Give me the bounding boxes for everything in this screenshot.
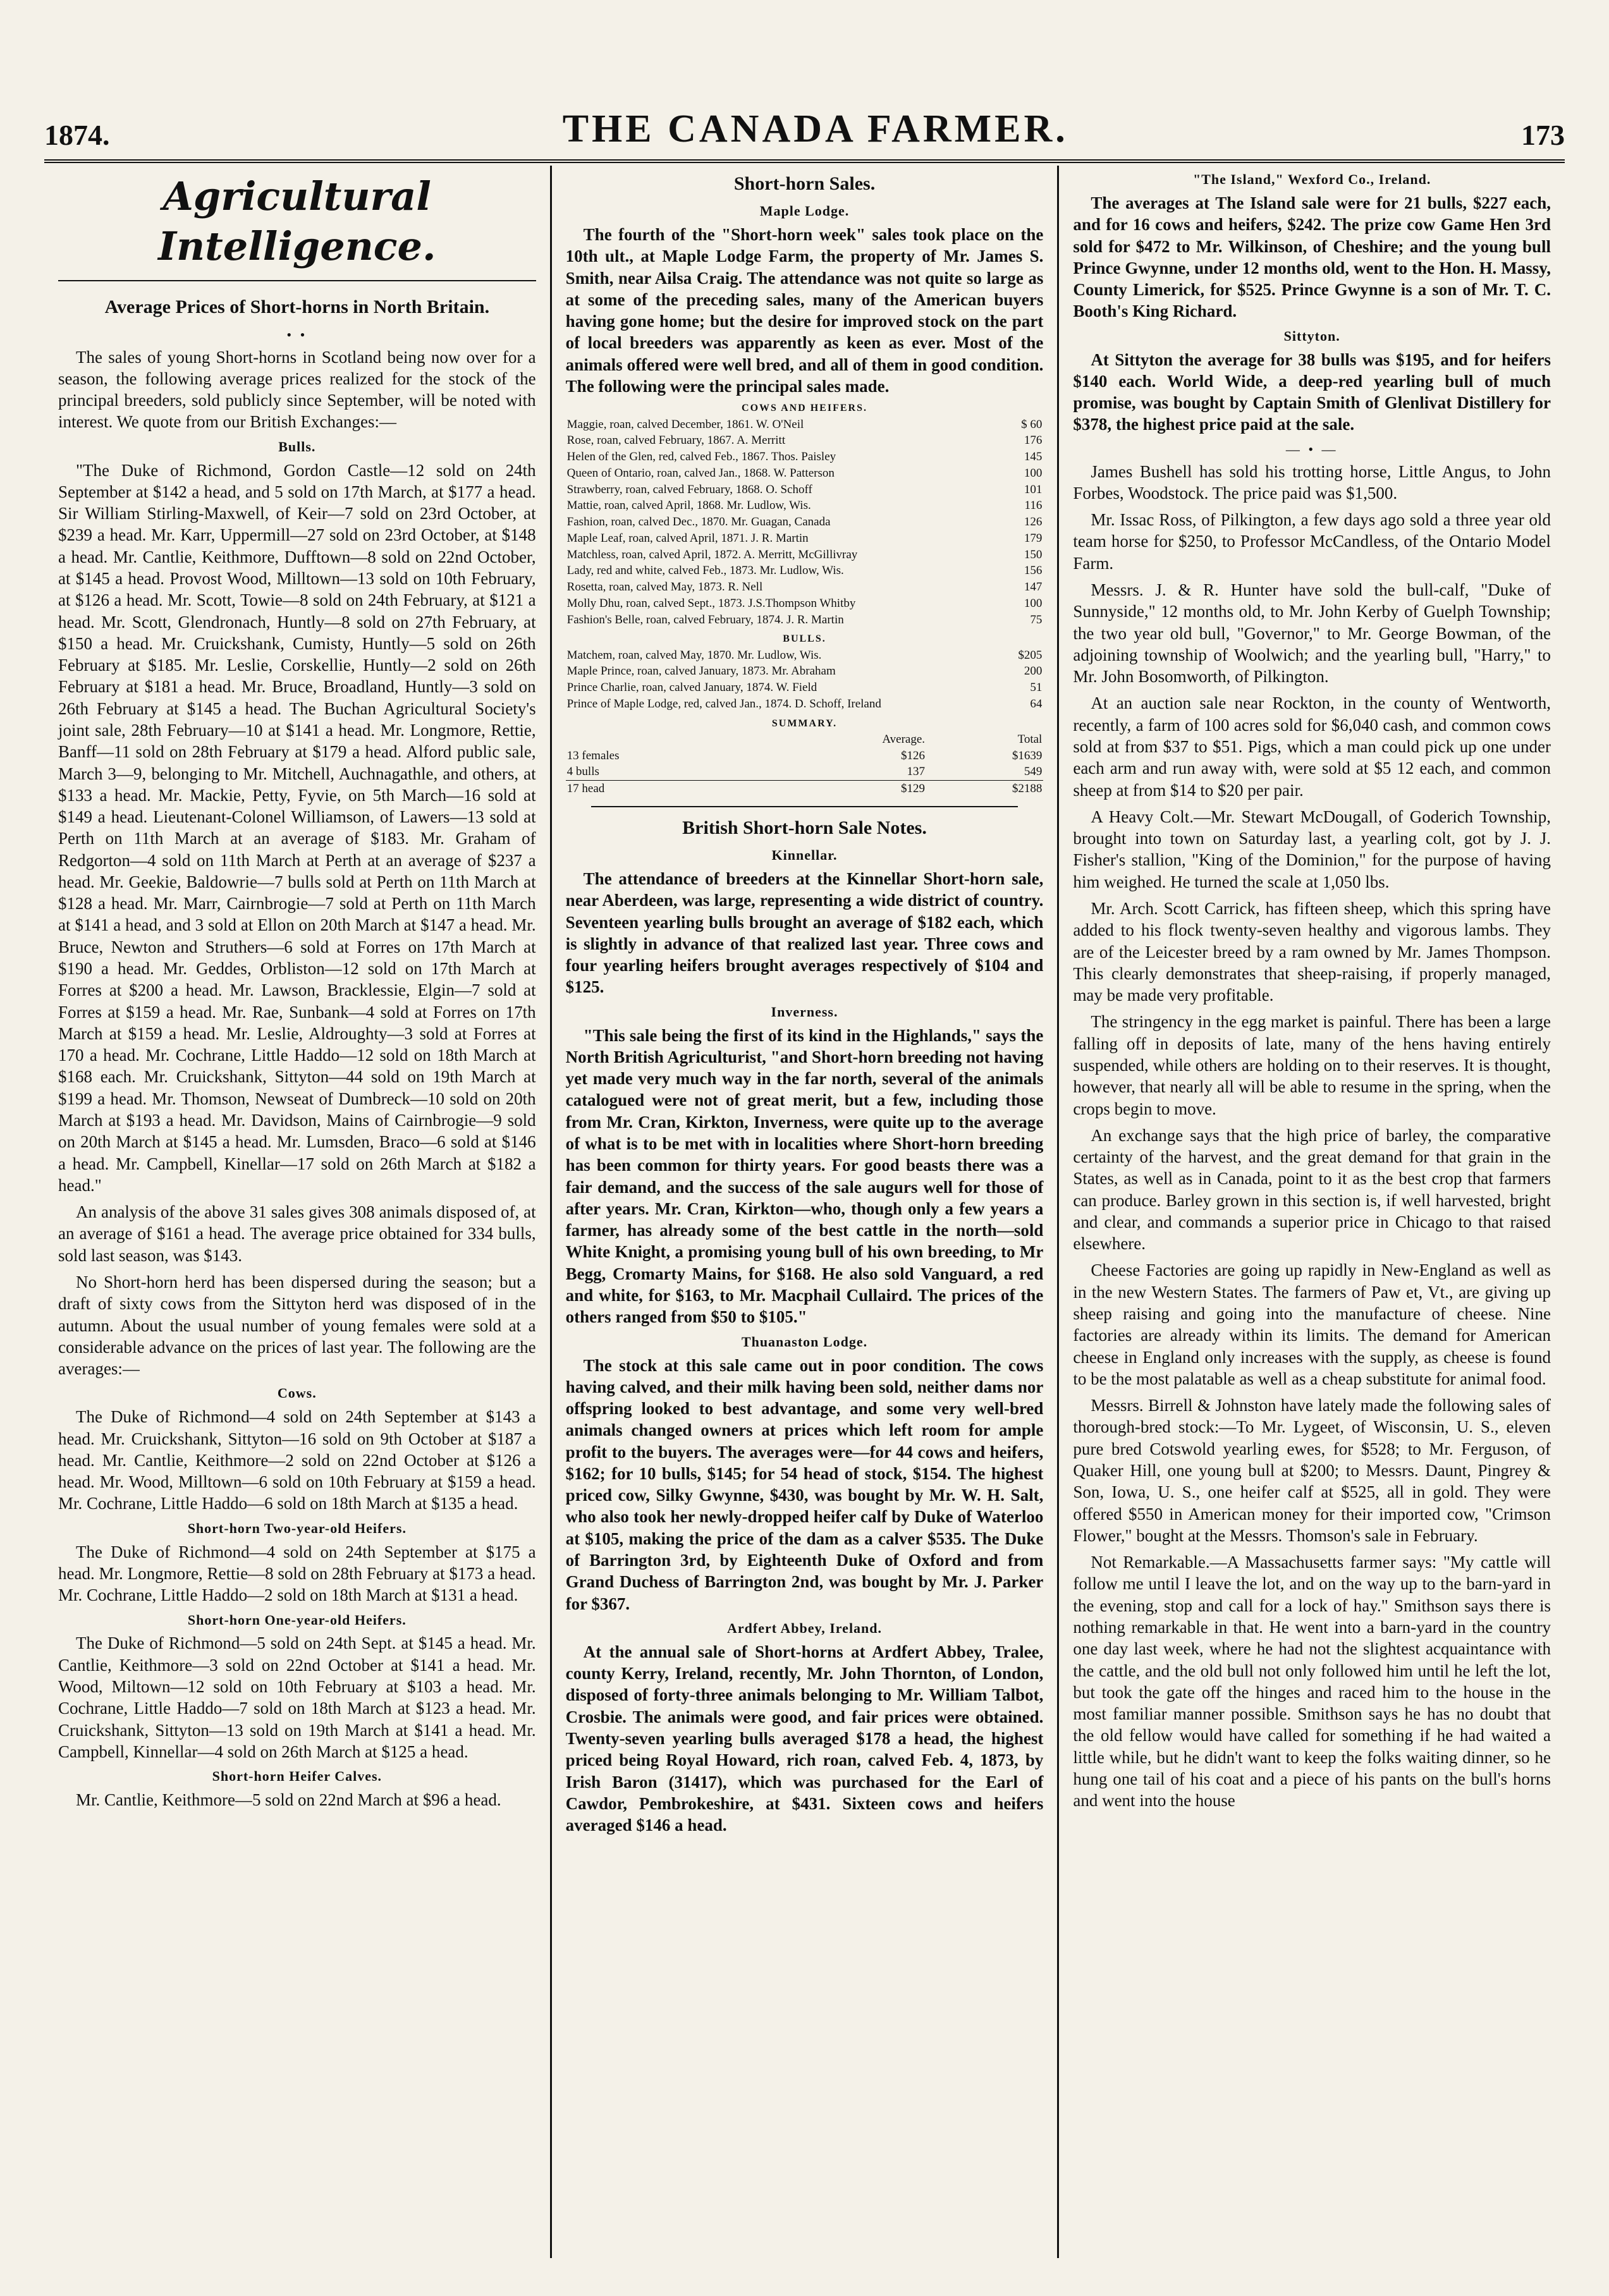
table-cell: Prince of Maple Lodge, red, calved Jan., 1874. D. Schoff, Ireland (566, 697, 881, 711)
table-row (566, 563, 1044, 579)
news-item: Cheese Factories are going up rapidly in New-England as well as in the new Western States. The farmers of Paw et, Vt., are giving up sheep raising and going into the manufacture of cheese. Nine factories are already within its limits. The demand for American cheese in England only increases with the supply, as cheese is found to be the most palatable as well as a cheap substitute for animal food. (1073, 1261, 1551, 1388)
table-cell: 179 (1024, 531, 1043, 545)
thuanaston-paragraph: The stock at this sale came out in poor condition. The cows having calved, and their milk having been sold, neither dams nor offspring looked to best advantage, and some very well-bred animals changed owners at prices which left room for ample profit to the buyers. The averages were—for 44 cows and heifers, $162; for 10 bulls, $145; for 54 head of stock, $154. The highest priced cow, Silky Gwynne, $430, was bought by Mr. W. H. Salt, who also took her newly-dropped heifer calf by Duke of Waterloo at $105, making the price of the dam as a calver $535. The Duke of Barrington 3rd, by Eighteenth Duke of Oxford and from Grand Duchess of Barrington 2nd, was bought by Mr. J. Parker for $367. (565, 1355, 1044, 1613)
table-cell: 145 (1024, 450, 1043, 464)
summary-col-header: Total (1017, 732, 1043, 746)
analysis-paragraph: An analysis of the above 31 sales gives 308 animals disposed of, at an average of $161 a head. The average price obtained for 334 bulls, sold last season, was $143. (58, 1202, 536, 1265)
ardfert-paragraph: At the annual sale of Short-horns at Ardfert Abbey, Tralee, county Kerry, Ireland, recently, Mr. John Thornton, of London, disposed of forty-three animals belonging to Mr. William Talbot, Crosbie. The animals were good, and fair prices were obtained. Twenty-seven yearling bulls averaged $178 a head, the highest priced being Royal Howard, rich roan, calved Feb. 4, 1873, by Irish Baron (31417), which was purchased for the Earl of Cawdor, Pembrokeshire, at $431. Sixteen cows and heifers averaged $146 a head. (565, 1642, 1044, 1835)
news-item: Messrs. Birrell & Johnston have lately made the following sales of thorough-bred stock:—To Mr. Lygeet, of Wisconsin, U. S., eleven pure bred Cotswold yearling ewes, for $528; to Mr. Ferguson, of Quaker Hill, one young bull at $200; to Messrs. Daunt, Pingrey & Son, Iowa, U. S., one heifer calf at $525, all in gold. They were offered $550 in American money for their imported cow, "Crimson Flower," bought at the Messrs. Thomson's sale in February. (1073, 1396, 1551, 1545)
summary-row (566, 748, 1044, 764)
table-cell: Maggie, roan, calved December, 1861. W. O'Neil (566, 417, 804, 431)
table-cell: 176 (1024, 434, 1043, 448)
news-item: Not Remarkable.—A Massachusetts farmer says: "My cattle will follow me until I leave the lot, and on the way up to the barn-yard in the evening, stop and call for a lock of hay." Smithson says there is nothing remarkable in that. He went into a barn-yard in the country one day last week, where he had not the slightest acquaintance with the cattle, and the old bull not only followed him until he left the lot, but took the gate off the hinges and raced him to the house in the most familiar manner possible. Smithson says he has no doubt that the old fellow would have called for something if he had waited a little while, but he didn't want to keep the folks waiting dinner, so he hung one tail of his coat and a piece of his pants on the bull's horns and went into the house (1073, 1553, 1551, 1811)
summary-cell: 17 head (566, 781, 763, 797)
table-cell: Matchless, roan, calved April, 1872. A. Merritt, McGillivray (566, 547, 858, 561)
issue-year: 1874. (44, 119, 110, 151)
two-year-heading: Short-horn Two-year-old Heifers. (187, 1520, 407, 1536)
table-row (566, 530, 1044, 547)
table-cell: 75 (1030, 613, 1043, 626)
table-cell: Rose, roan, calved February, 1867. A. Merritt (566, 434, 786, 448)
ornament: • • (286, 326, 308, 343)
table-cell: 100 (1024, 466, 1043, 480)
calves-paragraph: Mr. Cantlie, Keithmore—5 sold on 22nd March at $96 a head. (76, 1790, 501, 1810)
bulls-table (566, 647, 1044, 712)
maple-lodge-paragraph: The fourth of the "Short-horn week" sales took place on the 10th ult., at Maple Lodge Farm, the property of Mr. James S. Smith, near Ailsa Craig. The attendance was not quite so large as at some of the preceding sales, many of the American buyers having gone home; but the desire for improved stock on the part of local breeders was apparently as keen as ever. Most of the animals offered were well bred, and all of them in good condition. The following were the principal sales made. (565, 225, 1044, 396)
kinnellar-paragraph: The attendance of breeders at the Kinnellar Short-horn sale, near Aberdeen, was large, representing a wide district of country. Seventeen yearling bulls brought an average of $182 each, which is slightly in advance of that realized last year. Three cows and four yearling heifers brought averages respectively of $104 and $125. (565, 869, 1044, 997)
summary-table (566, 731, 1044, 797)
table-row (566, 680, 1044, 696)
sittyton-paragraph: At Sittyton the average for 38 bulls was $195, and for heifers $140 each. World Wide, a deep-red yearling bull of much promise, was bought by Captain Smith of Glenlivat Distillery for $378, the highest price paid at the sale. (1073, 350, 1551, 434)
inverness-heading: Inverness. (771, 1003, 838, 1020)
table-row (566, 432, 1044, 449)
table-cell: 101 (1024, 482, 1043, 496)
summary-cell: $2188 (926, 781, 1043, 797)
kinnellar-heading: Kinnellar. (771, 847, 838, 864)
table-cell: Strawberry, roan, calved February, 1868. O. Schoff (566, 482, 812, 496)
sittyton-heading: Sittyton. (1283, 327, 1340, 344)
one-year-paragraph: The Duke of Richmond—5 sold on 24th Sept. at $145 a head. Mr. Cantlie, Keithmore—3 sold on 22nd October at $141 a head. Mr. Wood, Miltown—12 sold on 10th February at $103 a head. Mr. Cochrane, Little Haddo—7 sold on 18th March at $123 a head. Mr. Cruickshank, Sittyton—13 sold on 19th March at $141 a head. Mr. Campbell, Kinnellar—4 sold on 26th March at $125 a head. (58, 1633, 536, 1761)
article-title: Average Prices of Short-horns in North Britain. (104, 296, 490, 318)
table-cell: Lady, red and white, calved Feb., 1873. Mr. Ludlow, Wis. (566, 564, 844, 578)
table-row (566, 417, 1044, 433)
summary-row (566, 764, 1044, 780)
summary-col-header (566, 731, 763, 748)
table-cell: 126 (1024, 515, 1043, 529)
bulls-paragraph: "The Duke of Richmond, Gordon Castle—12 sold on 24th September at $142 a head, and 5 sold on 17th March, at $177 a head. Sir William Stirling-Maxwell, of Keir—7 sold on 23rd October, at $239 a head. Mr. Karr, Uppermill—27 sold on 23rd October, at $148 a head. Mr. Cantlie, Keithmore, Dufftown—8 sold on 22nd October, at $145 a head. Provost Wood, Milltown—13 sold on 10th February, at $126 a head. Mr. Scott, Towie—8 sold on 24th February, at $121 a head. Mr. Scott, Glendronach, Huntly—8 sold on 27th February, at $150 a head. Mr. Cruickshank, Cumisty, Huntly—5 sold on 26th February at $185. Mr. Leslie, Corskellie, Huntly—2 sold on 26th February at $181 a head. Mr. Bruce, Broadland, Huntly—3 sold on 26th February at $145 a head. The Buchan Agricultural Society's joint sale, 28th February—10 at $141 a head. Mr. Longmore, Rettie, Banff—11 sold on 28th February at $179 a head. Alford public sale, March 3—9, belonging to Mr. Mitchell, Auchnagathle, and others, at $133 a head. Mr. Mackie, Petty, Fyvie, on 5th March—16 sold at $149 a head. Lieutenant-Colonel Williamson, of Lawers—13 sold at Perth on 11th March at an average of $183. Mr. Graham of Redgorton—4 sold on 11th March at Perth at an average of $237 a head. Mr. Geekie, Baldowrie—7 bulls sold at Perth on 11th March at $128 a head. Mr. Marr, Cairnbrogie—7 sold at Perth on 11th March at $141 a head, and 3 sold at Ellon on 20th March at $147 a head. Mr. Bruce, Newton and Struthers—6 sold at Forres on 17th March at $190 a head. Mr. Geddes, Orbliston—12 sold on 17th March at Forres at $200 a head. Mr. Lawson, Bracklessie, Elgin—7 sold at Forres at $159 a head. Mr. Rae, Sunbank—4 sold at Forres on 17th March at $159 a head. Mr. Leslie, Aldroughty—3 sold at Forres at 170 a head. Mr. Cochrane, Little Haddo—12 sold on 18th March at $168 each. Mr. Cruickshank, Sittyton—44 sold on 19th March at $199 a head. Mr. Thomson, Newseat of Dumbreck—10 sold on 20th March at $193 a head. Mr. Davidson, Mains of Cairnbrogie—9 sold on 20th March at $145 a head. Mr. Lumsden, Braco—6 sold at $146 a head. Mr. Campbell, Kinellar—17 sold on 26th March at $182 a head." (58, 460, 536, 1195)
british-notes-title: British Short-horn Sale Notes. (682, 817, 927, 838)
table-cell: 147 (1024, 580, 1043, 594)
news-item: An exchange says that the high price of barley, the comparative certainty of the harvest, and the great demand for that grain in the States, as well as in Canada, point to it as the best crop that farmers can produce. Barley grown in this section is, if well harvested, bright and clear, and commands a superior price in Chicago to that raised elsewhere. (1073, 1125, 1551, 1254)
table-row (566, 612, 1044, 628)
table-cell: Molly Dhu, roan, calved Sept., 1873. J.S.Thompson Whitby (566, 596, 856, 610)
table-cell: Maple Prince, roan, calved January, 1873. Mr. Abraham (566, 664, 836, 678)
table-row (566, 449, 1044, 465)
table-cell: Fashion, roan, calved Dec., 1870. Mr. Guagan, Canada (566, 515, 831, 529)
maple-lodge-heading: Maple Lodge. (759, 203, 850, 219)
table-cell: 200 (1024, 664, 1043, 678)
newspaper-title: THE CANADA FARMER. (562, 107, 1068, 150)
shorthorn-sales-title: Short-horn Sales. (733, 173, 876, 194)
table-cell: Matchem, roan, calved May, 1870. Mr. Ludlow, Wis. (566, 648, 822, 662)
table-row (566, 595, 1044, 612)
inverness-paragraph: "This sale being the first of its kind in the Highlands," says the North British Agriculturist, "and Short-horn breeding not having yet made very much way in the far north, several of the animals catalogued were not of great merit, but a few, including those from Mr. Cran, Kirkton, Inverness, were quite up to the average of what is to be met with in localities where Short-horn breeding has been common for thirty years. For good beasts there was a fair demand, and the success of the sale augurs well for those of after years. Mr. Cran, Kirkton—who, though only a few years a farmer, has already some of the best cattle in the north—sold White Knight, a promising young bull of his own breeding, to Mr Begg, Cromarty Mains, for $168. He also sold Vanguard, a red and white, for $163, to Mr. Macphail Cullaird. The prices of the others ranged from $50 to $105." (565, 1025, 1044, 1327)
news-item: Mr. Arch. Scott Carrick, has fifteen sheep, which this spring have added to his flock twenty-seven healthy and vigorous lambs. They are of the Leicester breed by a ram owned by Mr. James Thompson. This clearly demonstrates that sheep-raising, if properly managed, may be made very profitable. (1073, 898, 1551, 1005)
table-row (566, 482, 1044, 498)
two-year-paragraph: The Duke of Richmond—4 sold on 24th September at $175 a head. Mr. Longmore, Rettie—8 sold on 28th February at $173 a head. Mr. Cochrane, Little Haddo—2 sold on 18th March at $131 a head. (58, 1542, 536, 1605)
table-row (566, 579, 1044, 595)
column-1 (44, 166, 550, 2258)
table-cell: Fashion's Belle, roan, calved February, 1874. J. R. Martin (566, 613, 844, 626)
table-cell: Prince Charlie, roan, calved January, 1874. W. Field (566, 681, 817, 695)
table-cell: $ 60 (1021, 417, 1043, 431)
table-cell: 51 (1030, 681, 1043, 695)
bulls-table-heading: BULLS. (783, 633, 826, 645)
news-items (1073, 461, 1551, 1812)
cows-table (566, 417, 1044, 628)
table-row (566, 547, 1044, 563)
cows-table-heading: COWS AND HEIFERS. (742, 403, 867, 414)
table-row (566, 498, 1044, 514)
table-cell: $205 (1018, 648, 1043, 662)
table-row (566, 647, 1044, 664)
summary-total-row (566, 781, 1044, 797)
table-cell: 156 (1024, 564, 1043, 578)
masthead (44, 95, 1565, 163)
summary-cell: 549 (1024, 765, 1043, 779)
news-item: A Heavy Colt.—Mr. Stewart McDougall, of Goderich Township, brought into town on Saturday last, a yearling colt, got by J. J. Fisher's stallion, "King of the Dominion," for the purpose of having him weighed. He turned the scale at 1,050 lbs. (1073, 807, 1551, 891)
island-paragraph: The averages at The Island sale were for 21 bulls, $227 each, and for 16 cows and heifers, $242. The prize cow Game Hen 3rd sold for $472 to Mr. Wilkinson, of Cheshire; and the young bull Prince Gwynne, under 12 months old, went to the Hon. H. Massy, County Limerick, for $525. Prince Gwynne is a son of Mr. T. C. Booth's King Richard. (1073, 193, 1551, 321)
summary-header-row (566, 731, 1044, 748)
summary-col-header: Average. (882, 732, 926, 746)
table-cell: 100 (1024, 596, 1043, 610)
table-cell: Rosetta, roan, calved May, 1873. R. Nell (566, 580, 763, 594)
column-3 (1057, 166, 1565, 2258)
summary-cell: 137 (907, 765, 926, 779)
island-heading: "The Island," Wexford Co., Ireland. (1192, 171, 1431, 187)
news-item: At an auction sale near Rockton, in the county of Wentworth, recently, a farm of 100 acres sold for $6,040 cash, and common cows sold at from $37 to $51. Pigs, which a man could pick up one under each arm and run away with, were sold at $5 12 each, and common sheep at from $14 to $20 per pair. (1073, 693, 1551, 800)
table-cell: 116 (1024, 499, 1043, 513)
page-number: 173 (1521, 119, 1565, 151)
summary-heading: SUMMARY. (771, 718, 838, 729)
table-row (566, 514, 1044, 530)
column-2 (550, 166, 1058, 2258)
table-row (566, 696, 1044, 712)
table-cell: Queen of Ontario, roan, calved Jan., 1868. W. Patterson (566, 466, 835, 480)
thuanaston-heading: Thuanaston Lodge. (741, 1333, 868, 1350)
divider (591, 806, 1019, 807)
cows-paragraph: The Duke of Richmond—4 sold on 24th September at $143 a head. Mr. Cruickshank, Sittyton—16 sold on 9th October at $187 a head. Mr. Cantlie, Keithmore—2 sold on 22nd October at $126 a head. Mr. Wood, Milltown—6 sold on 10th February at $159 a head. Mr. Cochrane, Little Haddo—6 sold on 18th March at $135 a head. (58, 1407, 536, 1513)
no-herd-paragraph: No Short-horn herd has been dispersed during the season; but a draft of sixty cows from the Sittyton herd was disposed of in the autumn. About the usual number of young females were sold at a considerable advance on the prices of last year. The following are the averages:— (58, 1272, 536, 1379)
table-row (566, 663, 1044, 680)
table-cell: Maple Leaf, roan, calved April, 1871. J. R. Martin (566, 531, 809, 545)
bulls-heading: Bulls. (278, 438, 316, 455)
ornament: — • — (1285, 441, 1338, 457)
table-cell: 64 (1030, 697, 1043, 711)
columns (44, 166, 1565, 2258)
intro-paragraph: The sales of young Short-horns in Scotland being now over for a season, the following average prices realized for the stock of the principal breeders, sold publicly since September, will be noted with interest. We quote from our British Exchanges:— (58, 347, 536, 432)
table-cell: Mattie, roan, calved April, 1868. Mr. Ludlow, Wis. (566, 499, 811, 513)
table-cell: Helen of the Glen, red, calved Feb., 1867. Thos. Paisley (566, 450, 836, 464)
news-item: Messrs. J. & R. Hunter have sold the bull-calf, "Duke of Sunnyside," 12 months old, to Mr. John Kerby of Guelph Township; the two year old bull, "Governor," to Mr. George Bowman, of the adjoining township of Woolwich; and the yearling bull, "Harry," to Mr. John Bosomworth, of Pilkington. (1073, 580, 1551, 687)
news-item: James Bushell has sold his trotting horse, Little Angus, to John Forbes, Woodstock. The price paid was $1,500. (1073, 461, 1551, 503)
cows-heading: Cows. (277, 1385, 317, 1401)
summary-cell: 4 bulls (566, 765, 599, 779)
summary-cell: 13 females (566, 748, 620, 762)
section-title: Agricultural Intelligence. (58, 172, 536, 281)
summary-cell: $126 (901, 748, 926, 762)
table-row (566, 465, 1044, 482)
summary-cell: $129 (763, 781, 926, 797)
ardfert-heading: Ardfert Abbey, Ireland. (726, 1620, 883, 1636)
table-cell: 150 (1024, 547, 1043, 561)
news-item: Mr. Issac Ross, of Pilkington, a few days ago sold a three year old team horse for $250, to Professor McCandless, of the Ontario Model Farm. (1073, 510, 1551, 573)
news-item: The stringency in the egg market is painful. There has been a large falling off in deposits of late, many of the hens having entirely suspended, while others are holding on to their reserves. It is thought, however, that nearly all will be able to resume in the spring, when the crops begin to move. (1073, 1012, 1551, 1118)
summary-cell: $1639 (1012, 748, 1043, 762)
calves-heading: Short-horn Heifer Calves. (212, 1768, 382, 1785)
one-year-heading: Short-horn One-year-old Heifers. (187, 1611, 407, 1628)
